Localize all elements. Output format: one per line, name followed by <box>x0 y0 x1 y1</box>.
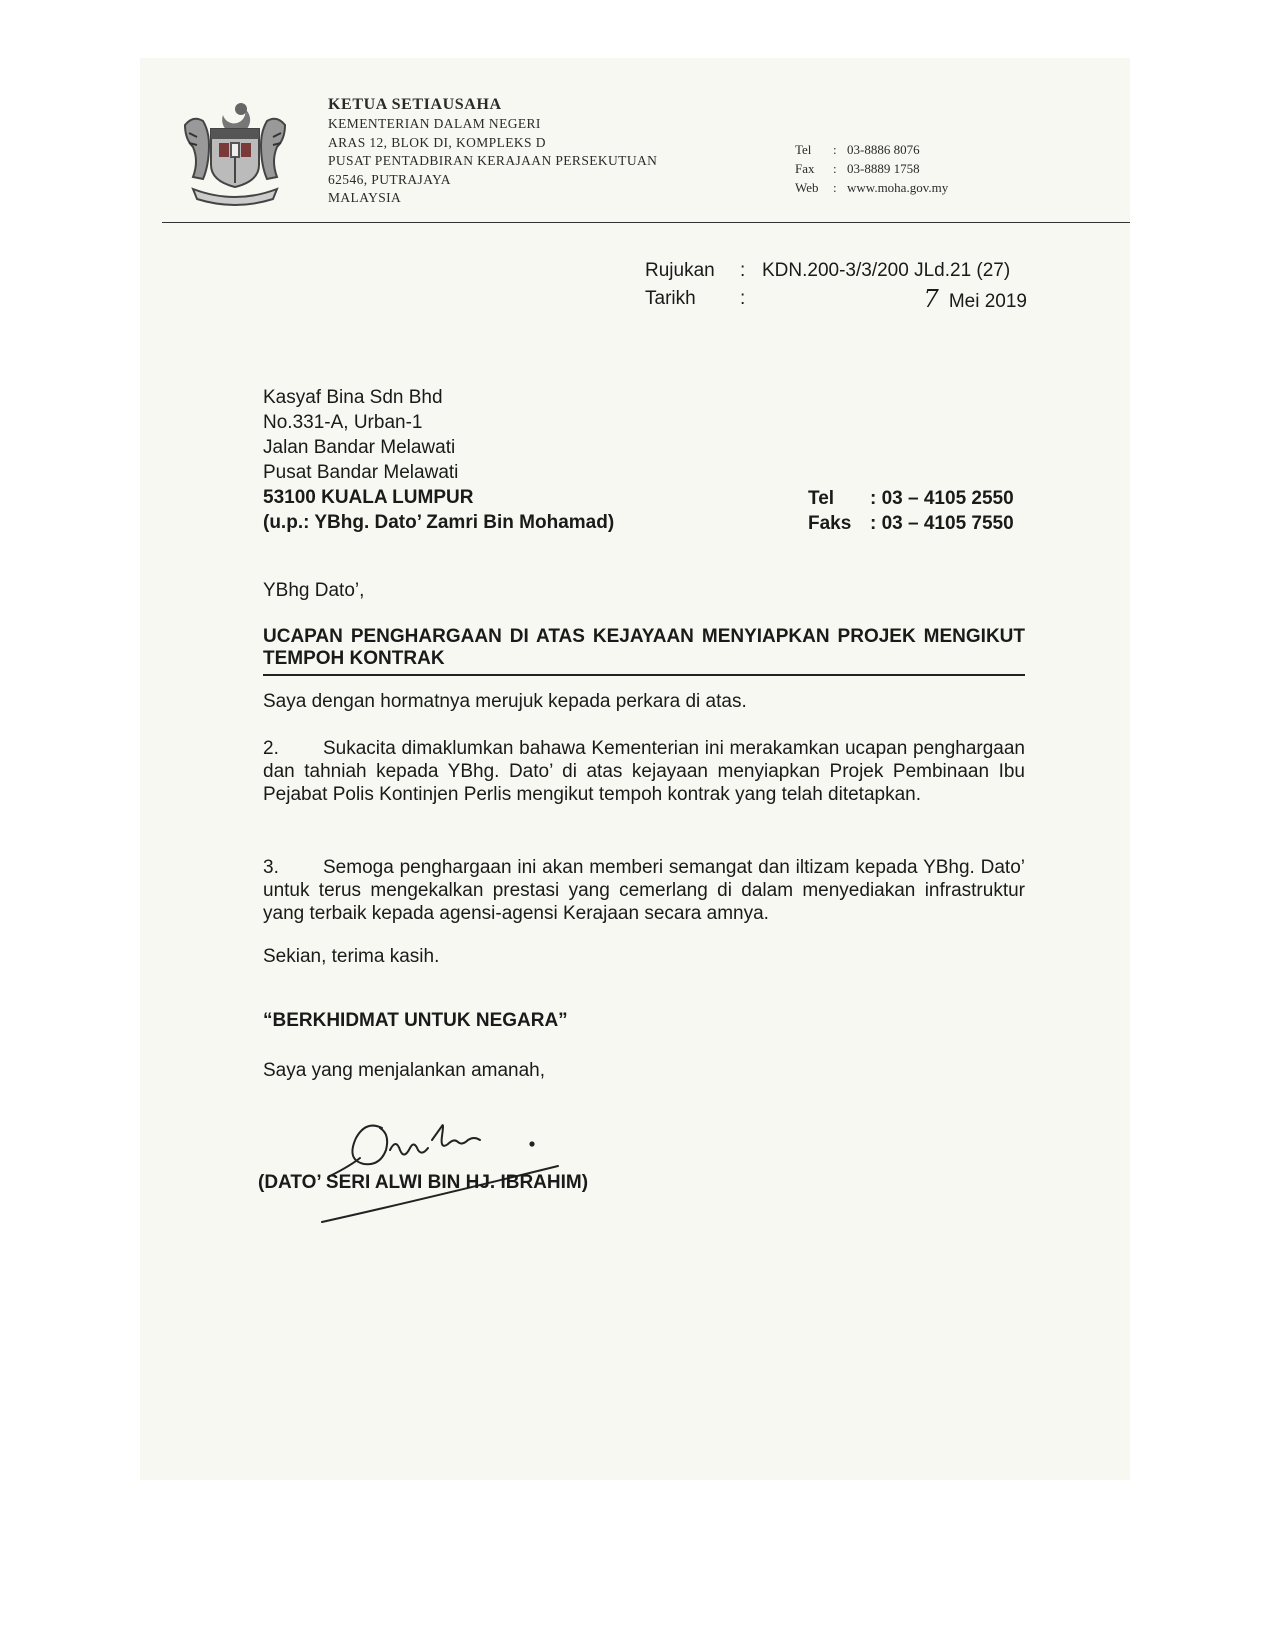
reference-block <box>645 257 1027 313</box>
recipient-contacts <box>808 486 1014 536</box>
recipient-line: Kasyaf Bina Sdn Bhd <box>263 387 443 408</box>
malaysia-coat-of-arms-icon <box>175 95 295 207</box>
letterhead-line: ARAS 12, BLOK DI, KOMPLEKS D <box>328 134 546 150</box>
contact-row <box>795 159 948 178</box>
rujukan-colon: : <box>740 260 746 281</box>
letterhead-line: PUSAT PENTADBIRAN KERAJAAN PERSEKUTUAN <box>328 153 658 169</box>
recipient-line: Pusat Bandar Melawati <box>263 462 459 483</box>
tarikh-label: Tarikh <box>645 288 696 309</box>
recipient-attention: (u.p.: YBhg. Dato’ Zamri Bin Mohamad) <box>263 512 615 533</box>
contact-separator: : <box>833 161 837 176</box>
contact-separator: : <box>833 142 837 157</box>
tarikh-row <box>645 285 1027 316</box>
tarikh-month-year: Mei 2019 <box>948 291 1027 312</box>
paragraph-number: 2. <box>263 738 279 759</box>
sign-off: Saya yang menjalankan amanah, <box>263 1060 546 1081</box>
paragraph-number: 3. <box>263 857 279 878</box>
contact-separator: : <box>833 180 837 195</box>
letterhead-title: KETUA SETIAUSAHA <box>328 96 502 113</box>
letterhead-line: 62546, PUTRAJAYA <box>328 171 451 187</box>
paragraph-1: Saya dengan hormatnya merujuk kepada perkara di atas. <box>263 691 747 712</box>
contact-label: Tel <box>795 142 812 157</box>
paragraph-3 <box>263 856 1025 925</box>
letterhead-line: MALAYSIA <box>328 190 402 206</box>
contact-label: Fax <box>795 161 815 176</box>
contact-label: Web <box>795 180 819 195</box>
contact-row <box>795 140 948 159</box>
rujukan-row <box>645 257 1010 285</box>
contact-row <box>795 178 948 197</box>
recipient-line: Jalan Bandar Melawati <box>263 437 456 458</box>
letterhead-contacts <box>795 140 948 197</box>
signatory-name: (DATO’ SERI ALWI BIN HJ. IBRAHIM) <box>258 1172 589 1193</box>
letterhead-address <box>328 95 657 208</box>
header-divider <box>162 222 1130 223</box>
paragraph-text: Sukacita dimaklumkan bahawa Kementerian ini merakamkan ucapan penghargaan dan tahniah kepada YBhg. Dato’ di atas kejayaan menyiapkan Projek Pembinaan Ibu Pejabat Polis Kontinjen Perlis mengikut tempoh kontrak yang telah ditetapkan. <box>263 738 1025 805</box>
recipient-city: 53100 KUALA LUMPUR <box>263 487 474 508</box>
contact-value: 03-8886 8076 <box>847 142 920 157</box>
rujukan-label: Rujukan <box>645 260 715 281</box>
motto: “BERKHIDMAT UNTUK NEGARA” <box>263 1010 568 1031</box>
recipient-faks-row <box>808 511 1014 536</box>
closing-line: Sekian, terima kasih. <box>263 946 440 967</box>
recipient-tel-label: Tel <box>808 488 835 509</box>
subject-heading: UCAPAN PENGHARGAAN DI ATAS KEJAYAAN MENYIAPKAN PROJEK MENGIKUT TEMPOH KONTRAK <box>263 626 1025 676</box>
recipient-address <box>263 385 614 535</box>
recipient-faks-label: Faks <box>808 513 852 534</box>
tarikh-colon: : <box>740 288 746 309</box>
recipient-tel-row <box>808 486 1014 511</box>
contact-value: www.moha.gov.my <box>847 180 949 195</box>
paragraph-2 <box>263 737 1025 806</box>
recipient-tel-value: : 03 – 4105 2550 <box>870 488 1014 509</box>
recipient-faks-value: : 03 – 4105 7550 <box>870 513 1014 534</box>
salutation: YBhg Dato’, <box>263 580 365 601</box>
tarikh-value <box>924 285 1027 316</box>
paragraph-text: Semoga penghargaan ini akan memberi semangat dan iltizam kepada YBhg. Dato’ untuk terus mengekalkan prestasi yang cemerlang di dalam menyediakan infrastruktur yang terbaik kepada agensi-agensi Kerajaan secara amnya. <box>263 857 1025 924</box>
rujukan-value: KDN.200-3/3/200 JLd.21 (27) <box>762 260 1011 281</box>
contact-value: 03-8889 1758 <box>847 161 920 176</box>
recipient-line: No.331-A, Urban-1 <box>263 412 423 433</box>
letterhead-line: KEMENTERIAN DALAM NEGERI <box>328 116 541 131</box>
tarikh-day: 7 <box>923 285 939 313</box>
